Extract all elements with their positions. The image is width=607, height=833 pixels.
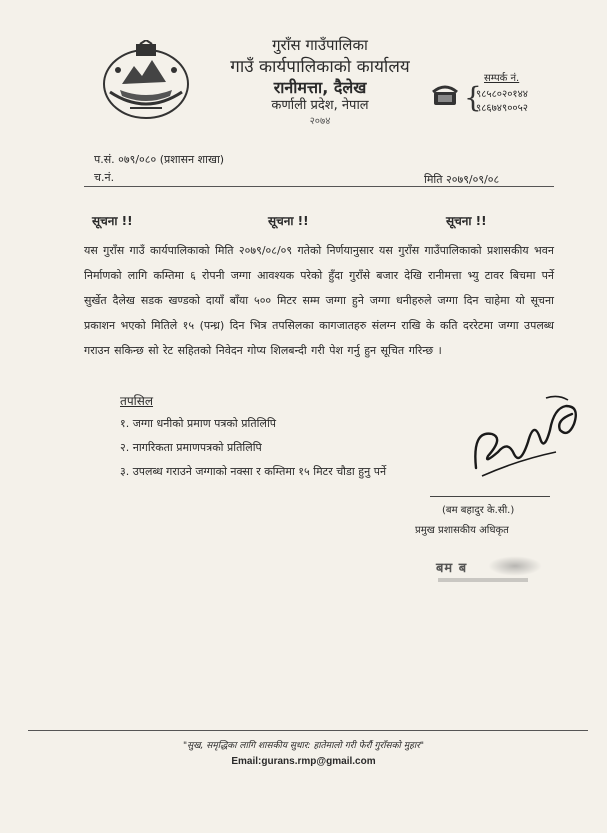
divider <box>84 186 554 187</box>
office-header <box>205 36 435 128</box>
annex-title: तपसिल <box>120 394 154 408</box>
contact-label: सम्पर्क नं. <box>484 73 520 84</box>
handwritten-signature <box>468 390 588 486</box>
notice-heading: सूचना !! <box>268 214 309 228</box>
notice-body: यस गुराँस गाउँ कार्यपालिकाको मिति २०७९/०८/०९ गतेको निर्णयानुसार यस गुराँस गाउँपालिकाको प्रशासकीय भवन निर्माणको लागि कम्तिमा ६ रोपनी जग्गा आवश्यक परेको हुँदा गुराँसे बजार देखि रानीमत्ता भ्यु टावर बिचमा पर्ने सुर्खेत दैलेख सडक खण्डको दायाँ बाँया ५०० मिटर सम्म जग्गा हुने जग्गा धनीहरुले जग्गा दिन चाहेमा यो सूचना प्रकाशन भएको मितिले १५ (पन्ध्र) दिन भित्र तपसिलका कागजातहरु संलग्न राखि के कति दररेटमा जग्गा उपलब्ध गराउन सकिन्छ सो रेट सहितको निवेदन गोप्य शिलबन्दी गरी पेश गर्नु हुन सूचित गरिन्छ । <box>84 244 554 357</box>
signatory-post: प्रमुख प्रशासकीय अधिकृत <box>415 525 509 536</box>
municipality-name: गुराँस गाउँपालिका <box>272 36 368 54</box>
telephone-icon <box>432 84 458 106</box>
footer-divider <box>28 730 588 731</box>
annex-item: ३. उपलब्ध गराउने जग्गाको नक्सा र कम्तिमा १५ मिटर चौडा हुनु पर्ने <box>120 465 387 478</box>
annex-item: २. नागरिकता प्रमाणपत्रको प्रतिलिपि <box>120 441 262 454</box>
annex-item: १. जग्गा धनीको प्रमाण पत्रको प्रतिलिपि <box>120 417 277 430</box>
stamp-smudge <box>488 556 542 576</box>
signatory-name: (बम बहादुर के.सी.) <box>442 505 515 516</box>
letter-date: मिति २०७९/०९/०८ <box>424 173 500 186</box>
phone-number: ९८६७४९००५२ <box>476 103 528 114</box>
stamp-text: बम ब <box>436 561 468 576</box>
name-stamp <box>428 552 548 592</box>
establishment-year: २०७४ <box>309 116 331 128</box>
footer-email: Email:gurans.rmp@gmail.com <box>231 756 376 767</box>
phone-number: ९८५८०२०१४४ <box>476 89 528 100</box>
notice-heading: सूचना !! <box>92 214 133 228</box>
nepal-emblem-icon <box>100 40 192 122</box>
reference-number: प.सं. ०७९/०८० (प्रशासन शाखा) <box>94 153 225 166</box>
signature-line <box>430 496 550 497</box>
contact-brace: { <box>464 81 482 114</box>
province-name: कर्णाली प्रदेश, नेपाल <box>271 98 369 114</box>
footer-slogan: "सुख, समृद्धिका लागि शासकीय सुधार: हातेमालो गरी फेरौं गुराँसको मुहार" <box>182 741 425 751</box>
office-location: रानीमत्ता, दैलेख <box>273 77 367 97</box>
notice-heading: सूचना !! <box>446 214 487 228</box>
office-name: गाउँ कार्यपालिकाको कार्यालय <box>230 56 410 77</box>
dispatch-number: च.नं. <box>94 171 115 184</box>
stamp-subline <box>438 578 528 582</box>
